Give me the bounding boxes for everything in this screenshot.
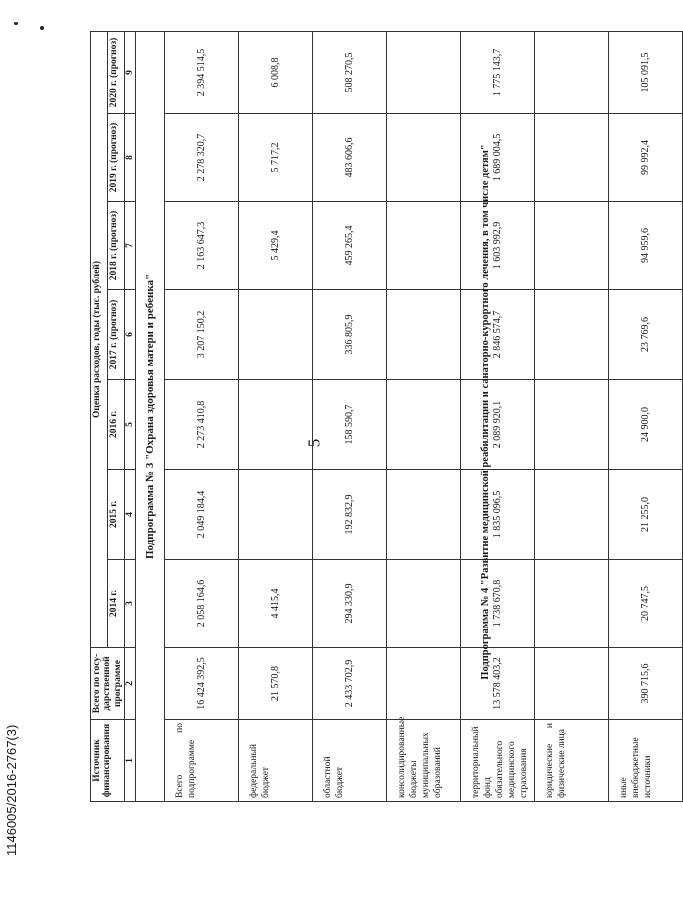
row-value: 459 265,4 [313,202,387,290]
row-source: Всего по подпрограмме [165,720,239,802]
row-source: юридические и физические лица [535,720,609,802]
table-row [461,31,535,801]
row-value: 23 769,6 [609,290,683,380]
row-value [239,380,313,470]
table-row [535,31,609,801]
column-index: 8 [125,114,136,202]
row-value: 2 058 164,6 [165,560,239,648]
header-year: 2015 г. [108,470,125,560]
row-value: 5 429,4 [239,202,313,290]
row-value [535,290,609,380]
row-source: территориальный фонд обязательного медицинского страхования [461,720,535,802]
header-year: 2018 г. (прогноз) [108,202,125,290]
row-value: 5 717,2 [239,114,313,202]
row-value: 24 900,0 [609,380,683,470]
scan-speck [40,26,44,30]
row-source: иные внебюджетные источники [609,720,683,802]
row-value: 21 255,0 [609,470,683,560]
row-value: 99 992,4 [609,114,683,202]
header-source: Источник финансирования [91,720,125,802]
row-value: 1 603 992,9 [461,202,535,290]
table-row [387,31,461,801]
row-value: 6 008,8 [239,31,313,113]
row-value [239,470,313,560]
row-value [387,648,461,720]
row-value [387,114,461,202]
row-value: 4 415,4 [239,560,313,648]
row-value: 2 089 920,1 [461,380,535,470]
row-value [535,380,609,470]
column-index: 6 [125,290,136,380]
header-year: 2020 г. (прогноз) [108,31,125,113]
row-value: 508 270,5 [313,31,387,113]
row-value: 2 273 410,8 [165,380,239,470]
row-value: 192 832,9 [313,470,387,560]
header-year: 2016 г. [108,380,125,470]
row-value: 158 590,7 [313,380,387,470]
header-year: 2019 г. (прогноз) [108,114,125,202]
row-value: 105 091,5 [609,31,683,113]
row-value: 1 775 143,7 [461,31,535,113]
row-value: 20 747,5 [609,560,683,648]
row-value: 390 715,6 [609,648,683,720]
header-estimate: Оценка расходов, годы (тыс. рублей) [91,31,108,647]
row-value: 2 163 647,3 [165,202,239,290]
header-total: Всего по госу- дарственной программе [91,648,125,720]
row-value: 2 278 320,7 [165,114,239,202]
row-value: 2 846 574,7 [461,290,535,380]
row-value [535,31,609,113]
row-value [387,202,461,290]
row-value [535,114,609,202]
page-number: 5 [304,438,324,448]
row-value: 1 738 670,8 [461,560,535,648]
row-value [387,380,461,470]
row-value: 94 959,6 [609,202,683,290]
row-value: 294 330,9 [313,560,387,648]
column-index: 1 [125,720,136,802]
subprogram-4-title: Подпрограмма № 4 "Развитие медицинской реабилитации и санаторно-курортного лечения, в том числе детям" [480,144,491,680]
row-value [387,560,461,648]
row-value: 2 433 702,9 [313,648,387,720]
row-value [387,290,461,380]
row-source: консолидированные бюджеты муниципальных образований [387,720,461,802]
row-value: 16 424 392,5 [165,648,239,720]
row-value: 483 606,6 [313,114,387,202]
row-value: 21 570,8 [239,648,313,720]
column-index: 9 [125,31,136,113]
row-value: 13 578 403,2 [461,648,535,720]
table-row [313,31,387,801]
row-value: 3 207 150,2 [165,290,239,380]
row-value: 1 835 096,5 [461,470,535,560]
financing-table [90,31,683,802]
subprogram-3-title: Подпрограмма № 3 "Охрана здоровья матери и ребенка" [136,31,165,801]
row-value [535,470,609,560]
row-source: федеральный бюджет [239,720,313,802]
row-value [535,202,609,290]
row-value [387,31,461,113]
table-row [165,31,239,801]
column-index: 7 [125,202,136,290]
header-year: 2017 г. (прогноз) [108,290,125,380]
row-value: 2 049 184,4 [165,470,239,560]
row-value: 1 689 004,5 [461,114,535,202]
table-row [609,31,683,801]
table-row [239,31,313,801]
column-index: 2 [125,648,136,720]
row-value [387,470,461,560]
column-index: 3 [125,560,136,648]
scan-speck [14,22,18,25]
column-index: 5 [125,380,136,470]
rotated-table-block [90,32,654,802]
row-value [239,290,313,380]
row-value: 336 805,9 [313,290,387,380]
row-value: 2 394 514,5 [165,31,239,113]
row-source: областной бюджет [313,720,387,802]
document-code: 1146005/2016-2767(3) [4,724,19,856]
column-index: 4 [125,470,136,560]
header-year: 2014 г. [108,560,125,648]
row-value [535,648,609,720]
row-value [535,560,609,648]
